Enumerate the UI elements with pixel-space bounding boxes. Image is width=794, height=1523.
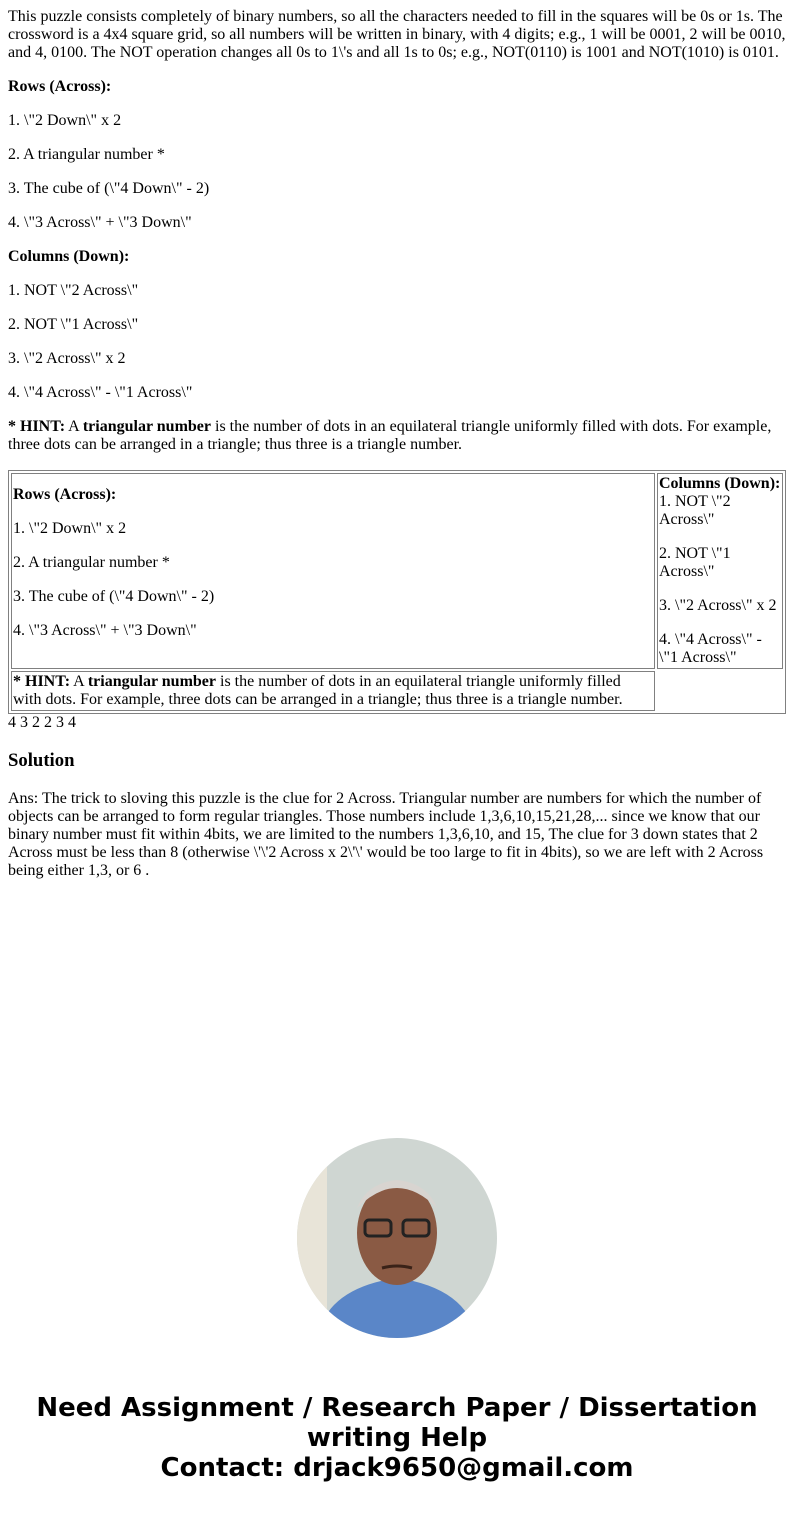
row-clue: 2. A triangular number *: [8, 146, 165, 163]
col-clue: 3. \"2 Across\" x 2: [8, 350, 126, 367]
col-clue: 1. NOT \"2 Across\": [8, 282, 139, 299]
hint-cell: * HINT: A triangular number is the number of dots in an equilateral triangle uniformly filled with dots. For example, three dots can be arranged in a triangle; thus three is a triangle number.: [11, 671, 655, 711]
rows-cell: Rows (Across): 1. \"2 Down\" x 2 2. A triangular number * 3. The cube of (\"4 Down\" - 2) 4. \"3 Across\" + \"3 Down\": [11, 473, 655, 669]
cols-cell: Columns (Down): 1. NOT \"2 Across\" 2. NOT \"1 Across\" 3. \"2 Across\" x 2 4. \"4 Across\" - \"1 Across\": [657, 473, 783, 669]
col-clue: 4. \"4 Across\" - \"1 Across\": [8, 384, 193, 401]
hint-text: * HINT: A triangular number is the number of dots in an equilateral triangle uniformly filled with dots. For example, three dots can be arranged in a triangle; thus three is a triangle number.: [8, 418, 772, 453]
solution-text: Ans: The trick to sloving this puzzle is the clue for 2 Across. Triangular number are numbers for which the number of objects can be arranged to form regular triangles. Those numbers include 1,3,6,10,15,21,28,... since we know that our binary number must fit within 4bits, we are limited to the numbers 1,3,6,10, and 15, The clue for 3 down states that 2 Across must be less than 8 (otherwise \'\'2 Across x 2\'\' would be too large to fit in 4bits), so we are left with 2 Across being either 1,3, or 6 .: [8, 790, 764, 879]
footer-banner: Need Assignment / Research Paper / Dissertation writing Help Contact: drjack9650@gmail.com: [36, 1393, 758, 1483]
cols-heading: Columns (Down):: [8, 248, 130, 265]
intro-text: This puzzle consists completely of binary numbers, so all the characters needed to fill in the squares will be 0s or 1s. The crossword is a 4x4 square grid, so all numbers will be written in binary, with 4 digits; e.g., 1 will be 0001, 2 will be 0010, and 4, 0100. The NOT operation changes all 0s to 1\'s and all 1s to 0s; e.g., NOT(0110) is 1001 and NOT(1010) is 0101.: [8, 8, 786, 61]
row-clue: 3. The cube of (\"4 Down\" - 2): [8, 180, 210, 197]
author-avatar: [297, 1138, 497, 1338]
clues-table: [8, 470, 786, 714]
row-clue: 4. \"3 Across\" + \"3 Down\": [8, 214, 192, 231]
col-clue: 2. NOT \"1 Across\": [8, 316, 139, 333]
numbers-line: 4 3 2 2 3 4: [8, 714, 76, 731]
rows-heading: Rows (Across):: [8, 78, 112, 95]
row-clue: 1. \"2 Down\" x 2: [8, 112, 122, 129]
solution-heading: Solution: [8, 750, 75, 771]
